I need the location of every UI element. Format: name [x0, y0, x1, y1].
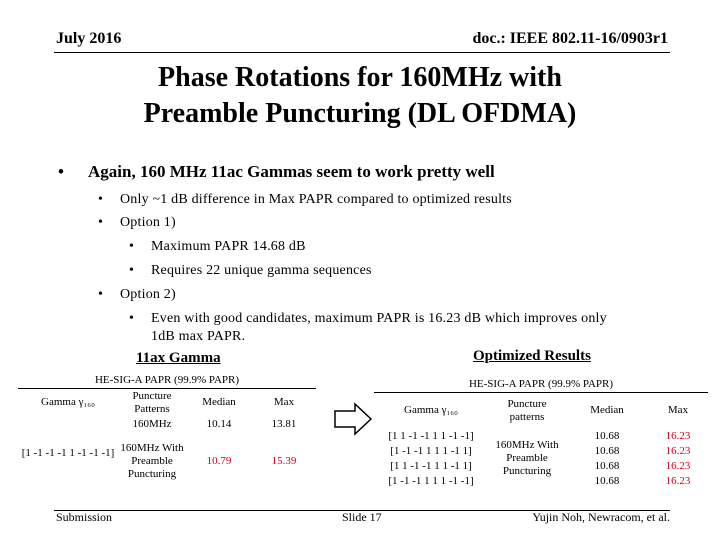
bullet-sub-2a-text: Maximum PAPR 14.68 dB — [151, 239, 306, 254]
header-date: July 2016 — [56, 30, 122, 47]
header-doc-id: doc.: IEEE 802.11-16/0903r1 — [472, 30, 668, 47]
max-cell: 15.39 — [271, 455, 297, 467]
footer-submission: Submission — [56, 510, 113, 524]
table-optimized-results — [374, 377, 708, 489]
column-header-gamma: Gamma γ₁₆₀ — [41, 396, 95, 409]
label-11ax-gamma: 11ax Gamma — [136, 350, 221, 366]
gamma-value: [1 1 -1 -1 1 1 -1 -1] — [388, 429, 474, 442]
median-cell: 10.79 — [206, 455, 232, 467]
bullet-sub-2b-text: Requires 22 unique gamma sequences — [151, 263, 372, 278]
bullet-sub-1 — [98, 192, 512, 208]
median-cell: 10.68 — [594, 474, 620, 487]
slide-title — [60, 60, 660, 132]
gamma-value: [1 -1 -1 1 1 1 -1 1] — [390, 444, 472, 457]
footer-slide-number: Slide 17 — [342, 510, 382, 524]
bullet-dot: • — [129, 239, 135, 254]
footer-author: Yujin Noh, Newracom, et al. — [532, 510, 670, 524]
bullet-sub-3a-continued: 1dB max PAPR. — [151, 329, 246, 344]
gamma-value: [1 -1 -1 1 1 1 -1 -1] — [388, 474, 474, 487]
bullet-sub-2-text: Option 1) — [120, 215, 176, 230]
title-line-2: Preamble Puncturing (DL OFDMA) — [143, 98, 577, 129]
bullet-dot: • — [98, 287, 104, 302]
median-cell: 10.14 — [206, 418, 232, 430]
pattern-cell: 160MHz — [132, 418, 172, 430]
median-cell: 10.68 — [594, 429, 620, 442]
bullet-main — [58, 162, 495, 182]
bullet-sub-3 — [98, 287, 176, 303]
column-header-gamma: Gamma γ₁₆₀ — [404, 404, 458, 417]
title-line-1: Phase Rotations for 160MHz with — [158, 62, 562, 93]
column-header-max: Max — [667, 404, 689, 417]
table-row — [374, 429, 708, 444]
column-header-patterns: Puncture patterns — [507, 397, 547, 423]
bullet-dot: • — [58, 162, 64, 181]
bullet-dot: • — [98, 215, 104, 230]
max-cell: 16.23 — [665, 429, 691, 442]
bullet-main-text: Again, 160 MHz 11ac Gammas seem to work pretty well — [88, 162, 495, 181]
max-cell: 16.23 — [665, 474, 691, 487]
table-caption: HE-SIG-A PAPR (99.9% PAPR) — [374, 377, 708, 393]
max-cell: 13.81 — [271, 418, 297, 430]
bullet-sub-3a-text: Even with good candidates, maximum PAPR is 16.23 dB which improves only — [151, 311, 607, 326]
median-cell: 10.68 — [594, 444, 620, 457]
label-optimized-results: Optimized Results — [473, 348, 591, 364]
column-header-patterns: Puncture Patterns — [132, 389, 172, 415]
column-header-median: Median — [202, 396, 236, 409]
gamma-value: [1 -1 -1 -1 1 -1 -1 -1] — [21, 447, 115, 459]
bullet-dot: • — [129, 263, 135, 278]
header-divider — [54, 52, 670, 53]
pattern-cell: 160MHz With Preamble Puncturing — [120, 442, 184, 480]
bullet-dot: • — [98, 192, 104, 207]
pattern-cell: 160MHz With Preamble Puncturing — [495, 439, 559, 477]
bullet-sub-1-text: Only ~1 dB difference in Max PAPR compared to optimized results — [120, 192, 512, 207]
arrow-icon — [333, 402, 373, 436]
bullet-sub-2b — [129, 263, 372, 279]
column-header-max: Max — [273, 396, 295, 409]
gamma-value: [1 1 -1 -1 1 1 -1 1] — [390, 459, 472, 472]
max-cell: 16.23 — [665, 444, 691, 457]
bullet-dot: • — [129, 311, 135, 326]
bullet-sub-2a — [129, 239, 306, 255]
bullet-sub-3a — [129, 311, 607, 327]
bullet-sub-2 — [98, 215, 176, 231]
table-row — [18, 417, 316, 433]
column-header-median: Median — [590, 404, 624, 417]
table-11ax-gamma — [18, 373, 316, 491]
bullet-sub-3-text: Option 2) — [120, 287, 176, 302]
table-caption: HE-SIG-A PAPR (99.9% PAPR) — [18, 373, 316, 389]
max-cell: 16.23 — [665, 459, 691, 472]
median-cell: 10.68 — [594, 459, 620, 472]
